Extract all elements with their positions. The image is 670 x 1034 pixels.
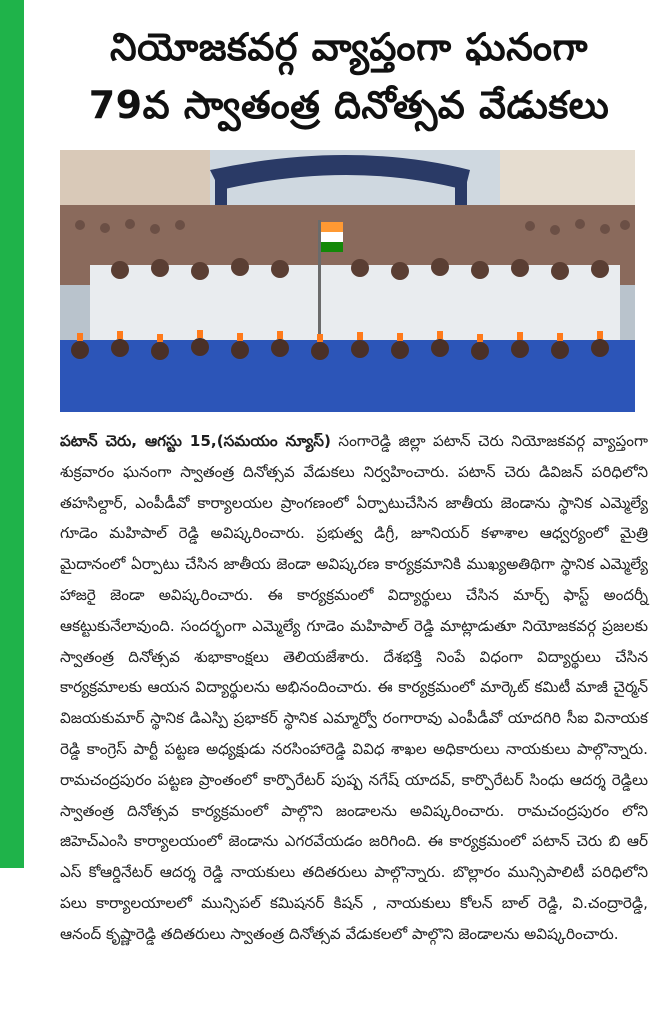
article-text: సంగారెడ్డి జిల్లా పటాన్ చెరు నియోజకవర్గ వ్యాప్తంగా శుక్రవారం ఘనంగా స్వాతంత్ర దినోత్సవ వేడుకలు నిర్వహించారు. పటాన్ చెరు డివిజన్ పరిధిలోని తహసిల్దార్, ఎంపీడీవో కార్యాలయల ప్రాంగణంలో ఏర్పాటుచేసిన జాతీయ జెండాను స్థానిక ఎమ్మెల్యే గూడెం మహిపాల్ రెడ్డి అవిష్కరించారు. ప్రభుత్వ డిగ్రీ, జూనియర్ కళాశాల ఆధ్వర్యంలో మైత్రి మైదానంలో ఏర్పాటు చేసిన జాతీయ జెండా అవిష్కరణ కార్యక్రమానికి ముఖ్యఅతిథిగా స్థానిక ఎమ్మెల్యే హాజరై జెండా అవిష్కరించారు. ఈ కార్యక్రమంలో విద్యార్థులు చేసిన మార్చ్ ఫాస్ట్ అందర్నీ ఆకట్టుకునేలావుంది. సందర్భంగా ఎమ్మెల్యే గూడెం మహిపాల్ రెడ్డి మాట్లాడుతూ నియోజకవర్గ ప్రజలకు స్వాతంత్ర దినోత్సవ శుభాకాంక్షలు తెలియజేశారు. దేశభక్తి నింపే విధంగా విద్యార్థులు చేసిన కార్యక్రమాలకు ఆయన విద్యార్థులను అభినందించారు. ఈ కార్యక్రమంలో మార్కెట్ కమిటీ మాజీ చైర్మన్ విజయకుమార్ స్థానిక డిఎస్పి ప్రభాకర్ స్థానిక ఎమ్మార్వో రంగారావు ఎంపీడీవో యాదగిరి సీఐ వినాయక రెడ్డి కాంగ్రెస్ పార్టీ పట్టణ అధ్యక్షుడు నరసింహారెడ్డి వివిధ శాఖల అధికారులు నాయకులు పాల్గొన్నారు. రామచంద్రపురం పట్టణ ప్రాంతంలో కార్పొరేటర్ పుష్ప నగేష్ యాదవ్, కార్పొరేటర్ సింధు ఆదర్శ రెడ్డిలు స్వాతంత్ర దినోత్సవ కార్యక్రమంలో పాల్గొని జండాలను అవిష్కరించారు. రామచంద్రపురం లోని జిహెచ్ఎంసి కార్యాలయంలో జెండాను ఎగరవేయడం జరిగింది. ఈ కార్యక్రమంలో పటాన్ చెరు బి ఆర్ ఎస్ కోఆర్డినేటర్ ఆదర్శ రెడ్డి నాయకులు తదితరులు పాల్గొన్నారు. బొల్లారం మున్సిపాలిటీ పరిధిలోని పలు కార్యాలయాలలో మున్సిపల్ కమిషనర్ కిషన్ , నాయకులు కోలన్ బాల్ రెడ్డి, వి.చంద్రారెడ్డి, ఆనంద్ కృష్ణారెడ్డి తదితరులు స్వాతంత్ర దినోత్సవ వేడుకలలో పాల్గొని జెండాలను అవిష్కరించారు.	[60, 432, 648, 943]
article-body	[60, 426, 648, 950]
headline-line-2: 79వ స్వాతంత్ర దినోత్సవ వేడుకలు	[88, 83, 610, 127]
ceremony-photo-illustration	[60, 150, 635, 412]
accent-bar	[0, 0, 24, 868]
headline	[40, 18, 658, 134]
ceremony-photo	[60, 150, 635, 412]
dateline: పటాన్ చెరు, ఆగస్టు 15,(సమయం న్యూస్)	[60, 432, 331, 450]
headline-line-1: నియోజకవర్గ వ్యాప్తంగా ఘనంగా	[109, 25, 589, 69]
